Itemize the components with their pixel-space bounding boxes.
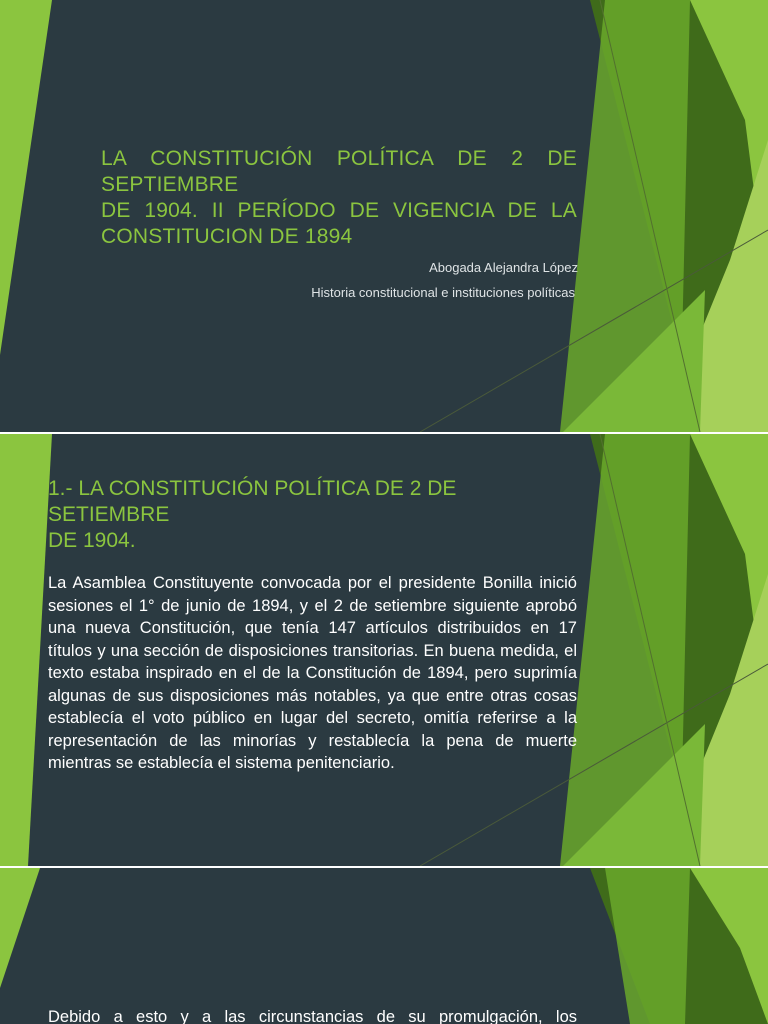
heading-line: 1.- LA CONSTITUCIÓN POLÍTICA DE 2 DE <box>48 477 457 500</box>
heading-line: DE 1904. <box>48 529 136 552</box>
title-line: CONSTITUCION DE 1894 <box>101 225 353 248</box>
course-name: Historia constitucional e instituciones políticas <box>311 285 575 300</box>
content-slide <box>0 434 768 866</box>
title-line: DE 1904. II PERÍODO DE VIGENCIA DE LA <box>101 199 577 222</box>
body-paragraph: La Asamblea Constituyente convocada por el presidente Bonilla inició sesiones el 1° de junio de 1894, y el 2 de setiembre siguiente aprobó una nueva Constitución, que tenía 147 artículos distribuidos en 17 títulos y una sección de disposiciones transitorias. En buena medida, el texto estaba inspirado en el de la Constitución de 1894, pero suprimía algunas de sus disposiciones más notables, ya que entre otras cosas establecía el voto público en lugar del secreto, omitía referirse a la representación de las minorías y restablecía la pena de muerte mientras se establecía el sistema penitenciario. <box>48 574 577 772</box>
left-green-wedge <box>0 0 52 355</box>
left-green-wedge <box>0 434 52 866</box>
author-name: Abogada Alejandra López <box>429 260 578 275</box>
title-line: SEPTIEMBRE <box>101 173 239 196</box>
right-mid-facet <box>605 868 690 1024</box>
presentation-title <box>101 146 577 250</box>
heading-line: SETIEMBRE <box>48 503 170 526</box>
title-line: LA CONSTITUCIÓN POLÍTICA DE 2 DE <box>101 147 577 170</box>
left-green-wedge <box>0 868 40 988</box>
section-heading <box>48 476 518 554</box>
continuation-slide <box>0 868 768 1024</box>
body-paragraph: Debido a esto y a las circunstancias de su promulgación, los <box>48 1008 577 1024</box>
green-facets-decoration <box>0 868 768 1024</box>
title-slide <box>0 0 768 432</box>
